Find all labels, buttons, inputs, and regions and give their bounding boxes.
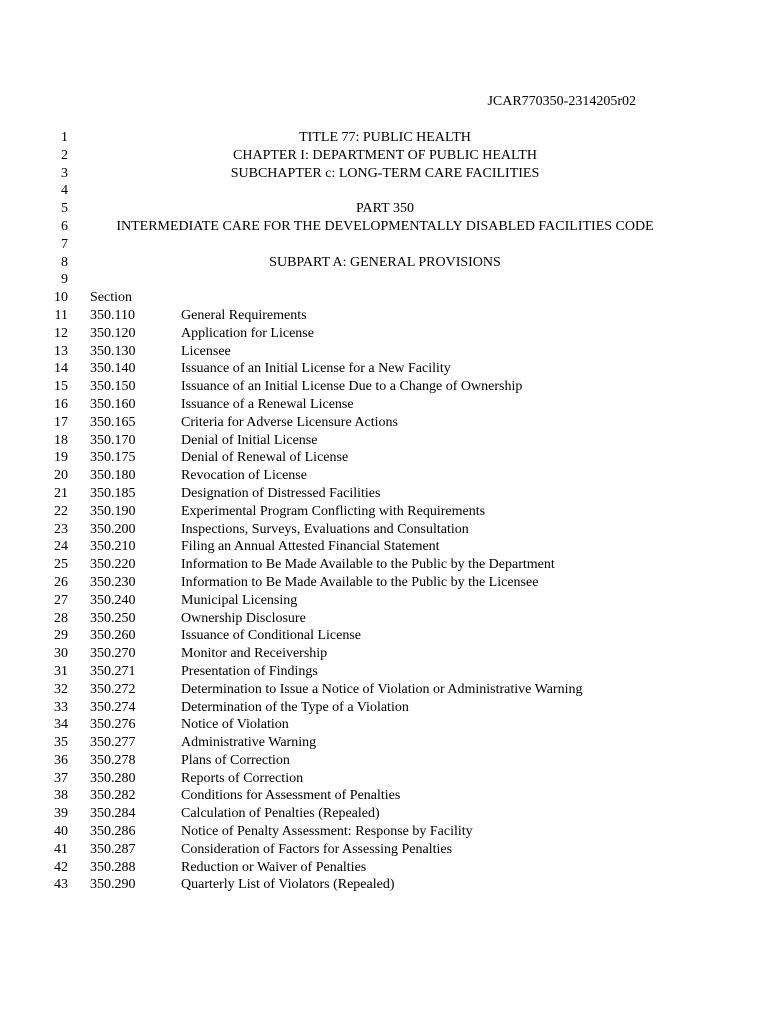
- line-number: 11: [54, 307, 68, 323]
- section-row: [0, 610, 770, 628]
- section-row: [0, 307, 770, 325]
- section-title: Reduction or Waiver of Penalties: [181, 859, 367, 875]
- section-row: [0, 467, 770, 485]
- section-row: [0, 378, 770, 396]
- line-number: 19: [54, 450, 68, 466]
- section-number: 350.287: [90, 841, 136, 857]
- section-title: Determination to Issue a Notice of Violation or Administrative Warning: [181, 681, 583, 697]
- section-title: Calculation of Penalties (Repealed): [181, 806, 380, 822]
- section-row: [0, 396, 770, 414]
- section-number: 350.185: [90, 485, 136, 501]
- line-number: 5: [61, 201, 68, 217]
- section-number: 350.170: [90, 432, 136, 448]
- section-row: [0, 574, 770, 592]
- document-line: [0, 182, 770, 200]
- section-title: Notice of Penalty Assessment: Response by Facility: [181, 824, 473, 840]
- document-line: [0, 129, 770, 147]
- section-column-label: Section: [90, 290, 132, 306]
- section-row: [0, 449, 770, 467]
- section-row: [0, 360, 770, 378]
- header-text: PART 350: [356, 201, 414, 217]
- line-number: 10: [54, 290, 68, 306]
- section-number: 350.284: [90, 806, 136, 822]
- section-row: [0, 343, 770, 361]
- section-number: 350.270: [90, 646, 136, 662]
- section-number: 350.230: [90, 574, 136, 590]
- section-title: Denial of Renewal of License: [181, 450, 349, 466]
- section-title: Presentation of Findings: [181, 663, 318, 679]
- section-number: 350.165: [90, 414, 136, 430]
- document-line: [0, 200, 770, 218]
- line-number: 7: [61, 236, 68, 252]
- line-number: 1: [61, 130, 68, 145]
- section-title: General Requirements: [181, 307, 307, 323]
- line-number: 2: [61, 147, 68, 163]
- section-number: 350.160: [90, 396, 136, 412]
- section-number: 350.290: [90, 877, 136, 893]
- section-title: Notice of Violation: [181, 717, 289, 733]
- section-number: 350.250: [90, 610, 136, 626]
- section-number: 350.280: [90, 770, 136, 786]
- document-line: [0, 236, 770, 254]
- section-row: [0, 876, 770, 894]
- section-row: [0, 556, 770, 574]
- section-title: Issuance of Conditional License: [181, 628, 362, 644]
- line-number: 16: [54, 396, 68, 412]
- section-title: Municipal Licensing: [181, 592, 298, 608]
- header-text: TITLE 77: PUBLIC HEALTH: [299, 130, 471, 145]
- section-number: 350.110: [90, 307, 135, 323]
- line-number: 21: [54, 485, 68, 501]
- line-number: 30: [54, 646, 68, 662]
- section-title: Inspections, Surveys, Evaluations and Consultation: [181, 521, 469, 537]
- section-title: Experimental Program Conflicting with Requirements: [181, 503, 486, 519]
- section-number: 350.278: [90, 752, 136, 768]
- line-number: 27: [54, 592, 68, 608]
- document-line: [0, 218, 770, 236]
- section-title: Conditions for Assessment of Penalties: [181, 788, 401, 804]
- line-number: 32: [54, 681, 68, 697]
- section-number: 350.276: [90, 717, 136, 733]
- section-row: [0, 521, 770, 539]
- line-number: 20: [54, 468, 68, 484]
- header-text: SUBCHAPTER c: LONG-TERM CARE FACILITIES: [230, 165, 540, 181]
- section-row: [0, 627, 770, 645]
- line-number: 3: [61, 165, 68, 181]
- line-number: 14: [54, 361, 68, 377]
- header-text: CHAPTER I: DEPARTMENT OF PUBLIC HEALTH: [233, 147, 537, 163]
- line-number: 17: [54, 414, 68, 430]
- line-number: 24: [54, 539, 68, 555]
- section-number: 350.175: [90, 450, 136, 466]
- section-number: 350.130: [90, 343, 136, 359]
- section-row: [0, 716, 770, 734]
- line-number: 28: [54, 610, 68, 626]
- header-text: SUBPART A: GENERAL PROVISIONS: [269, 254, 501, 270]
- line-number: 35: [54, 735, 68, 751]
- line-number: 29: [54, 628, 68, 644]
- section-title: Denial of Initial License: [181, 432, 318, 448]
- section-title: Designation of Distressed Facilities: [181, 485, 381, 501]
- line-number: 13: [54, 343, 68, 359]
- section-number: 350.120: [90, 325, 136, 341]
- line-number: 38: [54, 788, 68, 804]
- section-title: Issuance of an Initial License for a New Facility: [181, 361, 451, 377]
- section-number: 350.286: [90, 824, 136, 840]
- section-row: [0, 734, 770, 752]
- section-row: [0, 770, 770, 788]
- section-number: 350.210: [90, 539, 136, 555]
- section-number: 350.150: [90, 379, 136, 395]
- section-number: 350.288: [90, 859, 136, 875]
- section-number: 350.282: [90, 788, 136, 804]
- header-text: INTERMEDIATE CARE FOR THE DEVELOPMENTALLY DISABLED FACILITIES CODE: [116, 218, 654, 234]
- section-title: Issuance of an Initial License Due to a Change of Ownership: [181, 379, 523, 395]
- section-title: Criteria for Adverse Licensure Actions: [181, 414, 398, 430]
- section-title: Quarterly List of Violators (Repealed): [181, 877, 395, 893]
- section-row: [0, 325, 770, 343]
- section-row: [0, 663, 770, 681]
- line-number: 12: [54, 325, 68, 341]
- section-number: 350.277: [90, 735, 136, 751]
- section-row: [0, 752, 770, 770]
- section-row: [0, 841, 770, 859]
- section-number: 350.220: [90, 557, 136, 573]
- document-id: JCAR770350-2314205r02: [487, 94, 636, 109]
- section-title: Reports of Correction: [181, 770, 304, 786]
- line-number: 15: [54, 379, 68, 395]
- document-line: [0, 271, 770, 289]
- section-number: 350.274: [90, 699, 136, 715]
- section-row: [0, 592, 770, 610]
- line-number: 36: [54, 752, 68, 768]
- line-number: 40: [54, 824, 68, 840]
- section-number: 350.180: [90, 468, 136, 484]
- section-row: [0, 432, 770, 450]
- section-row: [0, 538, 770, 556]
- section-number: 350.190: [90, 503, 136, 519]
- line-number: 25: [54, 557, 68, 573]
- line-number: 8: [61, 254, 68, 270]
- section-row: [0, 787, 770, 805]
- section-row: [0, 681, 770, 699]
- line-number: 43: [54, 877, 68, 893]
- section-row: [0, 823, 770, 841]
- section-title: Information to Be Made Available to the Public by the Department: [181, 557, 555, 573]
- line-number: 34: [54, 717, 68, 733]
- section-title: Plans of Correction: [181, 752, 290, 768]
- document-line: [0, 147, 770, 165]
- line-number: 37: [54, 770, 68, 786]
- section-row: [0, 645, 770, 663]
- section-title: Revocation of License: [181, 468, 307, 484]
- line-number: 9: [61, 272, 68, 288]
- line-number: 22: [54, 503, 68, 519]
- section-row: [0, 699, 770, 717]
- section-number: 350.260: [90, 628, 136, 644]
- section-title: Ownership Disclosure: [181, 610, 306, 626]
- document-line: [0, 289, 770, 307]
- section-title: Consideration of Factors for Assessing Penalties: [181, 841, 453, 857]
- section-title: Issuance of a Renewal License: [181, 396, 354, 412]
- section-title: Monitor and Receivership: [181, 646, 328, 662]
- section-row: [0, 503, 770, 521]
- section-row: [0, 414, 770, 432]
- document-line: [0, 165, 770, 183]
- section-number: 350.200: [90, 521, 136, 537]
- line-number: 39: [54, 806, 68, 822]
- section-title: Application for License: [181, 325, 314, 341]
- line-number: 42: [54, 859, 68, 875]
- section-title: Licensee: [181, 343, 231, 359]
- document-line: [0, 254, 770, 272]
- line-number: 26: [54, 574, 68, 590]
- section-number: 350.240: [90, 592, 136, 608]
- line-number: 18: [54, 432, 68, 448]
- document-body: [0, 129, 770, 894]
- line-number: 31: [54, 663, 68, 679]
- section-title: Determination of the Type of a Violation: [181, 699, 409, 715]
- section-number: 350.272: [90, 681, 136, 697]
- section-row: [0, 805, 770, 823]
- section-title: Administrative Warning: [181, 735, 317, 751]
- section-row: [0, 859, 770, 877]
- section-title: Information to Be Made Available to the Public by the Licensee: [181, 574, 539, 590]
- line-number: 41: [54, 841, 68, 857]
- line-number: 33: [54, 699, 68, 715]
- line-number: 23: [54, 521, 68, 537]
- section-number: 350.140: [90, 361, 136, 377]
- section-row: [0, 485, 770, 503]
- line-number: 6: [61, 218, 68, 234]
- section-title: Filing an Annual Attested Financial Statement: [181, 539, 440, 555]
- line-number: 4: [61, 183, 68, 199]
- section-number: 350.271: [90, 663, 136, 679]
